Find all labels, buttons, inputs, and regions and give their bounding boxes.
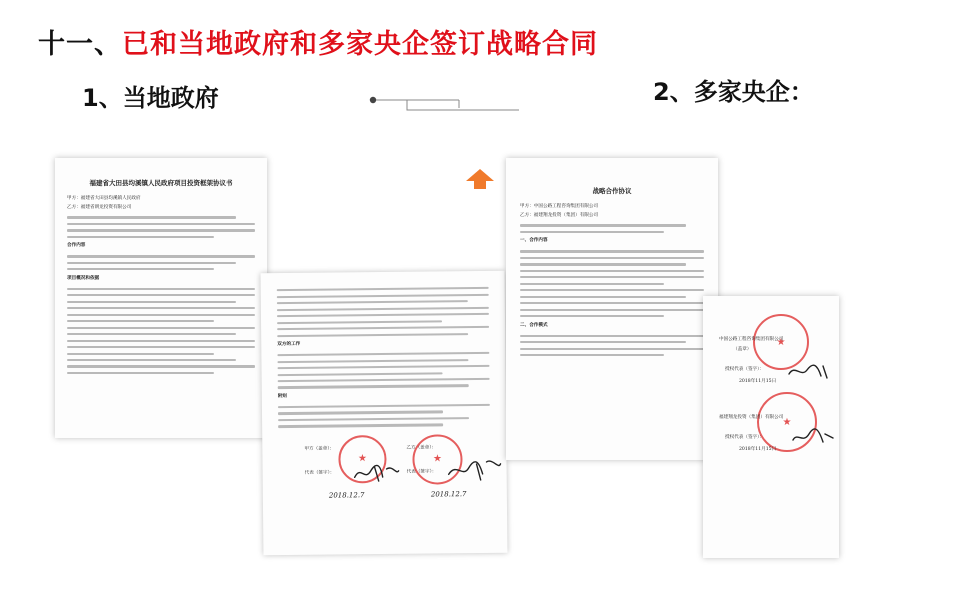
doc-title: 战略合作协议 [592,187,632,195]
framework-agreement-document [55,158,267,438]
strategic-cooperation-agreement-document [506,158,718,460]
decorative-line-icon [367,96,519,114]
section-central-enterprises: 2、多家央企： [653,78,814,106]
signature-icon [791,428,835,446]
section-heading: 项目概况和依据 [67,275,100,281]
date-a: 2018.12.7 [328,490,365,500]
doc-title: 福建省大田县均溪镇人民政府项目投资框架协议书 [89,179,233,187]
section-heading: 附则 [277,393,288,400]
company-a-seal: （盖章） [733,347,752,352]
party-a-seal-label: 甲方（盖章）： [304,446,335,452]
section-heading: 合作内容 [67,243,86,249]
slide-title [38,22,598,61]
company-a-rep: 授权代表（签字）： [725,367,765,372]
strategic-agreement-signature-page [703,296,839,558]
title-number: 十一、 [38,29,122,60]
section-local-government: 1、当地政府 [82,84,219,112]
party-b-rep-label: 代表（签字）： [406,468,437,475]
company-b-date: 2018年11月15日 [739,447,777,452]
section-heading: 二、合作模式 [520,322,548,328]
signature-icon [446,455,502,482]
signature-icon [787,362,831,380]
company-a-date: 2018年11月15日 [739,379,777,384]
up-arrow-icon [465,168,495,190]
company-a-name: 中国公路工程咨询集团有限公司 [719,337,784,342]
party-a-line: 甲方：福建省大田县均溪镇人民政府 [67,196,141,201]
section-heading: 一、合作内容 [520,238,548,244]
framework-agreement-signature-page [261,271,508,556]
party-b-line: 乙方：福建翔龙投资（集团）有限公司 [520,212,599,218]
company-b-rep: 授权代表（签字）： [725,435,765,440]
party-a-rep-label: 代表（签字）： [304,470,335,476]
party-b-seal-label: 乙方（盖章）： [406,444,437,451]
date-b: 2018.12.7 [430,489,467,499]
title-text: 已和当地政府和多家央企签订战略合同 [122,29,598,60]
section-heading: 双方的工作 [277,342,301,348]
party-b-line: 乙方：福建省朗龙投资有限公司 [67,204,132,210]
signature-icon [352,460,400,483]
party-a-line: 甲方：中国公路工程咨询集团有限公司 [520,204,599,209]
company-b-name: 福建翔龙投资（集团）有限公司 [719,415,784,420]
